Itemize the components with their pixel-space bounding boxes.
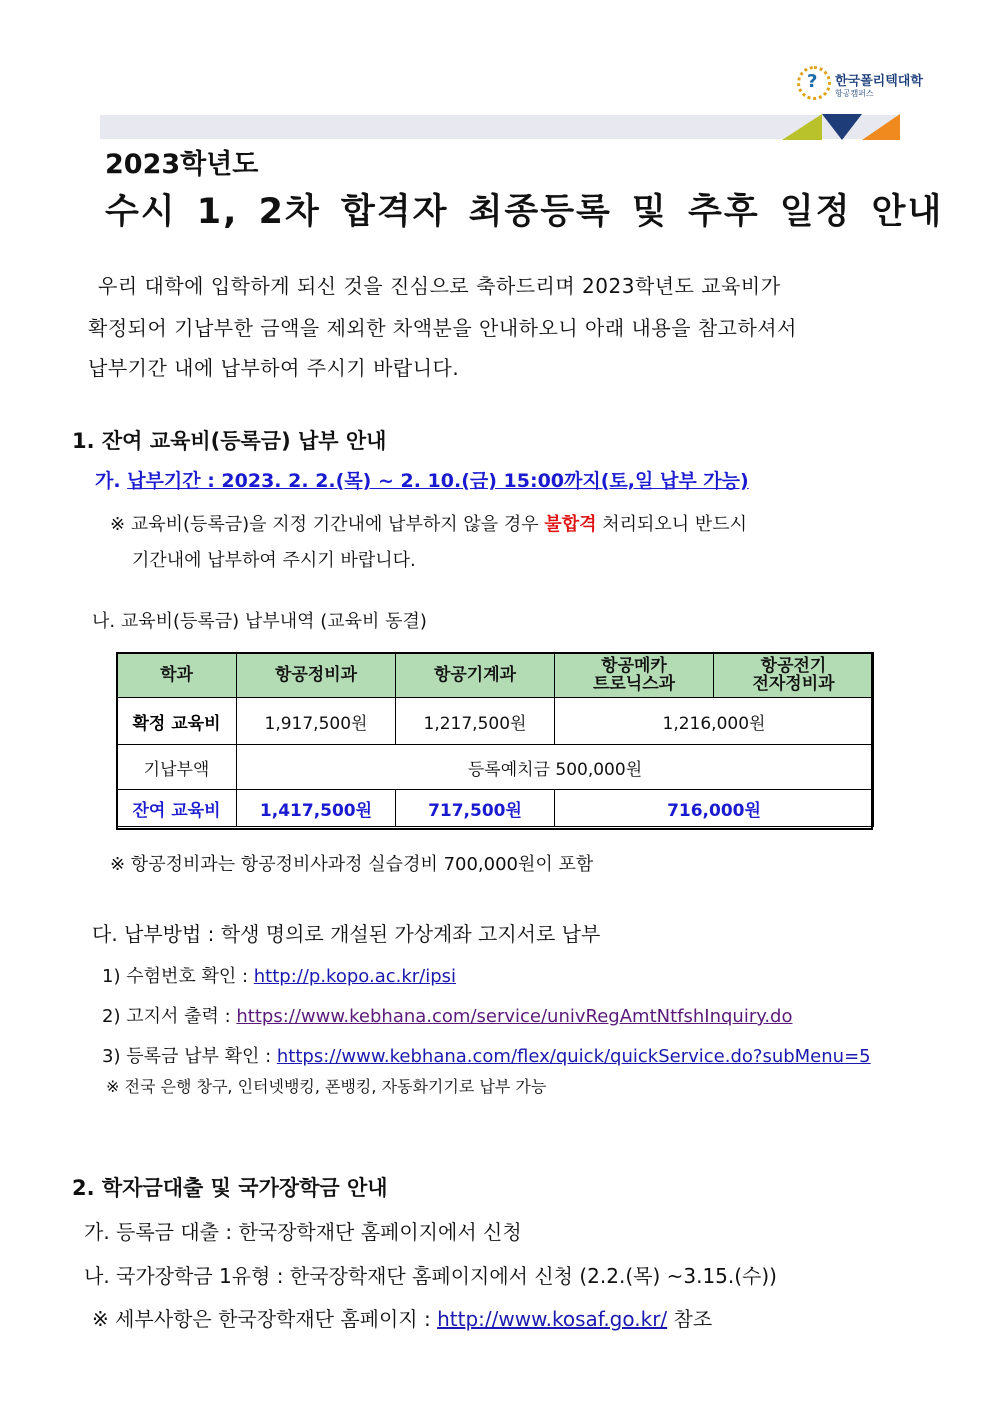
step-2 [102,1002,792,1028]
header-electrical [714,653,874,698]
step-3-link[interactable]: https://www.kebhana.com/flex/quick/quickService.do?subMenu=5 [276,1046,871,1067]
step-1 [102,962,456,988]
header-mechatronics-line1: 항공메카 [601,656,667,676]
page-title: 수시 1, 2차 합격자 최종등록 및 추후 일정 안내 [105,192,944,232]
step-3-label: 3) 등록금 납부 확인 : [102,1046,277,1067]
header-mechatronics-line2: 트로닉스과 [592,674,676,694]
kosaf-note [92,1303,712,1332]
section2-heading: 2. 학자금대출 및 국가장학금 안내 [72,1176,388,1200]
confirmed-mechanical: 1,217,500원 [396,698,555,745]
confirmed-mechatronics-electrical: 1,216,000원 [555,698,874,745]
step-2-label: 2) 고지서 출력 : [102,1006,237,1027]
header-year: 2023학년도 [105,149,259,180]
fee-table-caption: 나. 교육비(등록금) 납부내역 (교육비 동결) [92,611,427,632]
step-2-link[interactable]: https://www.kebhana.com/service/univRegAmtNtfshInquiry.do [236,1006,793,1027]
header-band [100,115,900,139]
table-row [117,745,874,790]
logo-campus: 항공캠퍼스 [835,89,874,98]
college-logo [797,64,927,110]
table-note: ※ 항공정비과는 항공정비사과정 실습경비 700,000원이 포함 [110,854,594,875]
row-balance-label: 잔여 교육비 [117,790,237,827]
step-1-link[interactable]: http://p.kopo.ac.kr/ipsi [253,966,457,987]
header-mechatronics [555,653,714,698]
step-1-label: 1) 수험번호 확인 : [102,966,254,987]
section1-heading: 1. 잔여 교육비(등록금) 납부 안내 [72,429,387,453]
warning-part-b: 처리되오니 반드시 [596,514,748,535]
header-mechanical: 항공기계과 [396,653,555,698]
deadline-warning [110,510,747,536]
olive-triangle [782,114,822,140]
logo-mark-icon: ? [807,71,818,92]
table-row [117,790,874,827]
kosaf-link[interactable]: http://www.kosaf.go.kr/ [437,1307,668,1331]
scholarship-item: 나. 국가장학금 1유형 : 한국장학재단 홈페이지에서 신청 (2.2.(목) ~3.15.(수)) [84,1264,777,1288]
confirmed-maintenance: 1,917,500원 [237,698,396,745]
navy-triangle [822,114,862,140]
loan-item: 가. 등록금 대출 : 한국장학재단 홈페이지에서 신청 [84,1220,522,1244]
intro-line-1: 우리 대학에 입학하게 되신 것을 진심으로 축하드리며 2023학년도 교육비가 [98,274,781,298]
balance-mechanical: 717,500원 [396,790,555,827]
header-triangles [782,114,902,140]
steps-note: ※ 전국 은행 창구, 인터넷뱅킹, 폰뱅킹, 자동화기기로 납부 가능 [106,1077,547,1096]
kosaf-note-prefix: ※ 세부사항은 한국장학재단 홈페이지 : [92,1307,438,1331]
balance-maintenance: 1,417,500원 [237,790,396,827]
payment-method: 다. 납부방법 : 학생 명의로 개설된 가상계좌 고지서로 납부 [92,922,601,946]
payment-period-text: 납부기간 : 2023. 2. 2.(목) ~ 2. 10.(금) 15:00까지(토,일 납부 가능) [127,470,749,492]
table-row [117,698,874,745]
orange-triangle [862,114,900,140]
prepaid-value: 등록예치금 500,000원 [237,745,874,790]
payment-period [95,466,749,493]
header-electrical-line2: 전자정비과 [752,674,835,694]
deadline-warning-line2: 기간내에 납부하여 주시기 바랍니다. [132,550,416,571]
payment-period-prefix: 가. [95,470,128,492]
warning-fail-text: 불합격 [544,514,597,535]
header-dept: 학과 [117,653,237,698]
header-electrical-line1: 항공전기 [760,656,827,676]
warning-part-a: ※ 교육비(등록금)을 지정 기간내에 납부하지 않을 경우 [110,514,545,535]
step-3 [102,1042,871,1068]
fee-table [116,652,874,827]
kosaf-note-suffix: 참조 [667,1307,713,1331]
intro-line-3: 납부기간 내에 납부하여 주시기 바랍니다. [88,356,460,380]
balance-mechatronics-electrical: 716,000원 [555,790,874,827]
header-maintenance: 항공정비과 [237,653,396,698]
intro-line-2: 확정되어 기납부한 금액을 제외한 차액분을 안내하오니 아래 내용을 참고하셔서 [88,316,797,340]
table-header-row [117,653,874,698]
row-prepaid-label: 기납부액 [117,745,237,790]
row-confirmed-label: 확정 교육비 [117,698,237,745]
logo-name: 한국폴리텍대학 [835,74,923,89]
